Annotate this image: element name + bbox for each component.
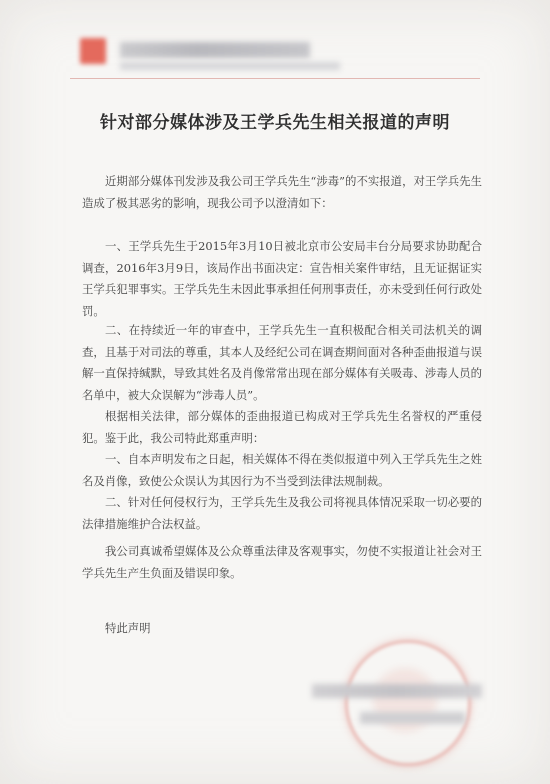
signature-company-redacted <box>312 684 482 698</box>
closing-remark: 特此声明 <box>105 621 151 635</box>
signature-date-redacted <box>360 712 465 724</box>
paragraph-declaration-2: 二、针对任何侵权行为，王学兵先生及我公司将视具体情况采取一切必要的法律措施维护合法权益。 <box>82 495 482 531</box>
paragraph-point-1: 一、王学兵先生于2015年3月10日被北京市公安局丰台分局要求协助配合调查，2016年3月9日，该局作出书面决定：宣告相关案件审结，且无证据证实王学兵犯罪事实。王学兵先生未因此事承担任何刑事责任，亦未受到任何行政处罚。 <box>82 239 482 318</box>
paragraph-appeal: 我公司真诚希望媒体及公众尊重法律及客观事实，勿使不实报道让社会对王学兵先生产生负面及错误印象。 <box>82 544 482 580</box>
letterhead-divider <box>70 78 480 79</box>
paragraph-intro: 近期部分媒体刊发涉及我公司王学兵先生“涉毒”的不实报道，对王学兵先生造成了极其恶劣的影响，现我公司予以澄清如下： <box>82 174 482 210</box>
company-logo-icon <box>80 38 106 64</box>
statement-title: 针对部分媒体涉及王学兵先生相关报道的声明 <box>100 113 450 133</box>
company-subtitle-redacted <box>120 62 340 70</box>
paragraph-legal-basis: 根据相关法律，部分媒体的歪曲报道已构成对王学兵先生名誉权的严重侵犯。鉴于此，我公司特此郑重声明： <box>82 409 482 445</box>
paragraph-point-2: 二、在持续近一年的审查中，王学兵先生一直积极配合相关司法机关的调查，且基于对司法的尊重，其本人及经纪公司在调查期间面对各种歪曲报道与误解一直保持缄默，导致其姓名及肖像常常出现在部分媒体有关吸毒、涉毒人员的名单中，被大众误解为“涉毒人员”。 <box>82 323 482 402</box>
company-name-redacted <box>120 42 310 58</box>
paragraph-declaration-1: 一、自本声明发布之日起，相关媒体不得在类似报道中列入王学兵先生之姓名及肖像，致使公众误认为其因行为不当受到法律法规制裁。 <box>82 452 482 488</box>
